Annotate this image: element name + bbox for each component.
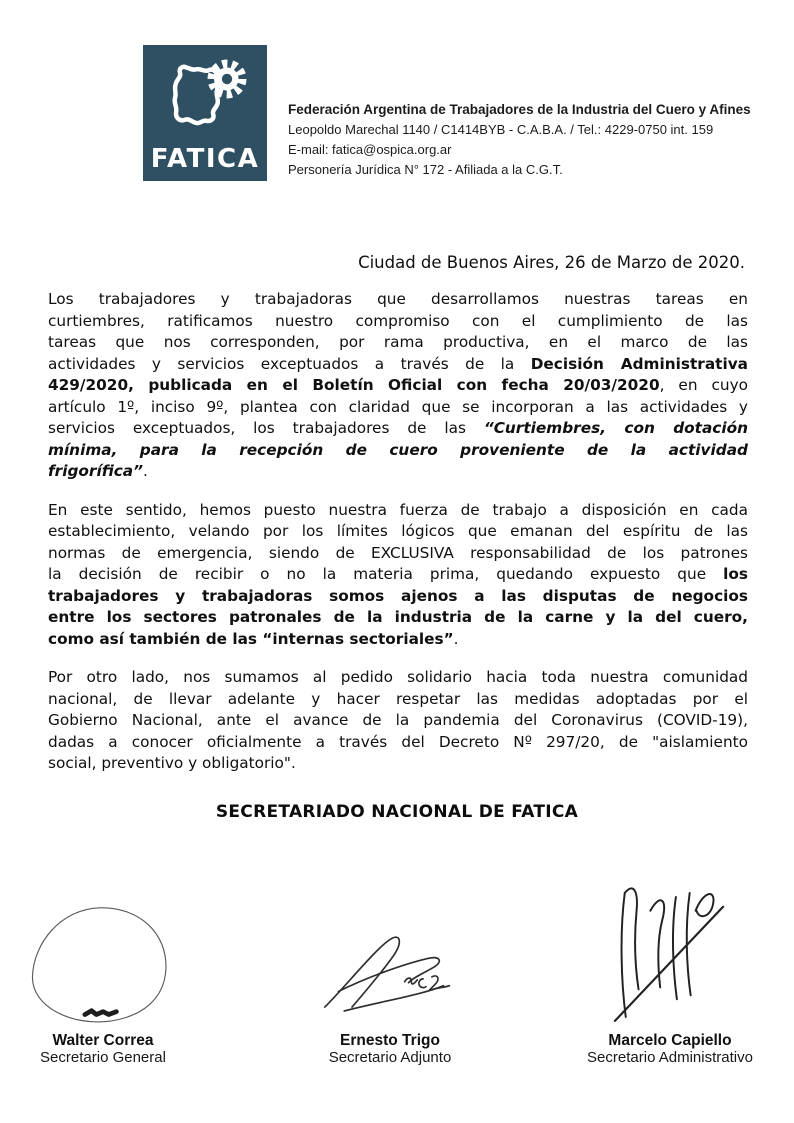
letter-paragraph: Los trabajadores y trabajadoras que desarrollamos nuestras tareas en curtiembres, ratificamos nuestro compromiso con el cumplimiento de las tareas que nos corresponden, por rama productiva, en el marco de las actividades y servicios exceptuados a través de la Decisión Administrativa 429/2020, publicada en el Boletín Oficial con fecha 20/03/2020, en cuyo artículo 1º, inciso 9º, plantea con claridad que se incorporan a las actividades y servicios exceptuados, los trabajadores de las “Curtiembres, con dotación mínima, para la recepción de cuero proveniente de la actividad frigorífica”.	[48, 290, 749, 480]
letter-body	[48, 289, 748, 775]
signature-ernesto-trigo	[317, 929, 463, 1019]
fatica-logo	[143, 45, 267, 181]
org-name: Federación Argentina de Trabajadores de la Industria del Cuero y Afines	[288, 102, 751, 117]
letter-paragraph: En este sentido, hemos puesto nuestra fuerza de trabajo a disposición en cada establecimiento, velando por los límites lógicos que emanan del espíritu de las normas de emergencia, siendo de EXCLUSIVA responsabilidad de los patrones la decisión de recibir o no la materia prima, quedando expuesto que los trabajadores y trabajadoras somos ajenos a las disputas de negocios entre los sectores patronales de la industria de la carne y la del cuero, como así también de las “internas sectoriales”.	[48, 500, 748, 648]
letter-content	[48, 252, 748, 792]
signature-block-marcelo-capiello	[575, 876, 765, 1066]
signature-block-walter-correa	[8, 876, 198, 1066]
signature-walter-correa	[22, 900, 184, 1029]
signer-title: Secretario Administrativo	[587, 1049, 753, 1066]
signer-title: Secretario General	[40, 1049, 166, 1066]
closing-heading: SECRETARIADO NACIONAL DE FATICA	[215, 802, 579, 822]
email-line: E-mail: fatica@ospica.org.ar	[288, 142, 452, 157]
signer-name: Marcelo Capiello	[608, 1032, 732, 1049]
letter-paragraph: Por otro lado, nos sumamos al pedido solidario hacia toda nuestra comunidad nacional, de llevar adelante y hacer respetar las medidas adoptadas por el Gobierno Nacional, ante el avance de la pandemia del Coronavirus (COVID-19), dadas a conocer oficialmente a través del Decreto Nº 297/20, de "aislamiento social, preventivo y obligatorio".	[48, 668, 748, 772]
signature-block-ernesto-trigo	[295, 876, 485, 1066]
signature-marcelo-capiello	[611, 879, 729, 1029]
signer-name: Walter Correa	[52, 1032, 154, 1049]
signer-title: Secretario Adjunto	[328, 1049, 452, 1066]
address-line: Leopoldo Marechal 1140 / C1414BYB - C.A.B.A. / Tel.: 4229-0750 int. 159	[288, 122, 714, 137]
letterhead-text	[288, 100, 768, 180]
dateline: Ciudad de Buenos Aires, 26 de Marzo de 2020.	[358, 253, 745, 272]
legal-line: Personería Jurídica N° 172 - Afiliada a la C.G.T.	[288, 162, 563, 177]
logo-artwork	[143, 45, 267, 157]
signer-name: Ernesto Trigo	[340, 1032, 440, 1049]
logo-wordmark: FATICA	[150, 144, 260, 174]
